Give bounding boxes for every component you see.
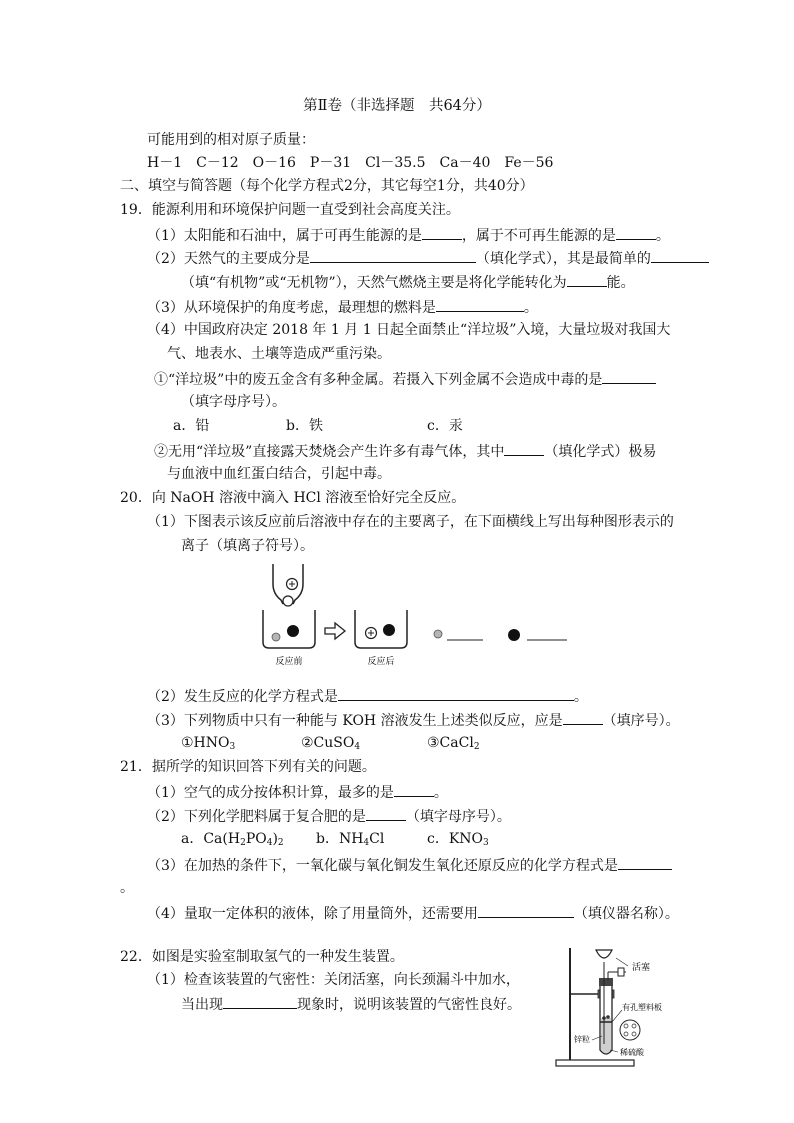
plate-leader (612, 1010, 622, 1022)
paper-title: 第Ⅱ卷（非选择题 共64分） (303, 98, 491, 114)
q20-option-2 (301, 734, 360, 756)
q21-part4 (147, 903, 679, 923)
q19-p2-text3: （填“有机物”或“无机物”），天然气燃烧主要是将化学能转化为 (181, 275, 567, 291)
section-2-heading: 二、填空与简答题（每个化学方程式2分，其它每空1分，共40分） (120, 178, 534, 194)
ion-reaction-figure (255, 560, 575, 672)
q20-part1-cont: 离子（填离子符号）。 (181, 538, 314, 554)
answer-blank[interactable] (310, 248, 476, 263)
q21-oc-text: c．KNO (427, 831, 484, 847)
q19-p2-text2: （填化学式），其是最简单的 (475, 251, 651, 267)
q21-oa-sub2: 4 (266, 838, 273, 848)
ion-h-plus-in-dropper (287, 579, 298, 590)
q20-part2 (147, 686, 588, 706)
label-valve: 活塞 (632, 963, 651, 973)
q21-oa-text: a．Ca(H (181, 831, 241, 847)
ion-large-black (287, 625, 299, 637)
answer-blank[interactable] (616, 225, 656, 240)
q21-p2-text: （2）下列化学肥料属于复合肥的是 (147, 809, 366, 825)
label-plate: 有孔塑料板 (622, 1003, 662, 1012)
answer-blank[interactable] (422, 225, 462, 240)
q19-sub1 (154, 369, 656, 389)
q20-option-3 (427, 734, 480, 756)
q20-p3-text: （3）下列物质中只有一种能与 KOH 溶液发生上述类似反应，应是 (147, 713, 563, 729)
answer-blank[interactable] (366, 806, 406, 821)
q19-stem: 19．能源利用和环境保护问题一直受到社会高度关注。 (120, 202, 460, 218)
q19-part4-cont: 气、地表水、土壤等造成严重污染。 (167, 346, 391, 362)
q19-sub1-text: ①“洋垃圾”中的废五金含有多种金属。若摄入下列金属不会造成中毒的是 (154, 372, 603, 388)
q20-o1-sub: 3 (229, 742, 236, 752)
q19-p1-end: 。 (655, 228, 670, 244)
q21-oa-sub: 2 (240, 838, 246, 848)
q21-part3 (147, 855, 672, 875)
q19-option-c: c．汞 (427, 418, 463, 434)
acid-liquid (601, 1018, 611, 1053)
zinc-granule (606, 1015, 610, 1019)
label-zinc: 锌粒 (574, 1035, 590, 1044)
q21-p1-text: （1）空气的成分按体积计算，最多的是 (147, 785, 394, 801)
q19-sub2-text2: （填化学式）极易 (544, 444, 657, 460)
ion-large-black-after (383, 624, 395, 636)
q20-o2-text: ②CuSO (301, 735, 355, 751)
q20-o1-text: ①HNO (181, 735, 230, 751)
answer-blank[interactable] (338, 686, 574, 701)
q21-oa-text3: ) (272, 831, 278, 847)
label-after: 反应后 (367, 657, 395, 667)
answer-blank[interactable] (223, 994, 297, 1009)
q21-p2-end: （填字母序号）。 (405, 809, 511, 825)
q21-option-a (181, 830, 284, 852)
answer-blank[interactable] (436, 297, 524, 312)
q19-sub1-cont: （填字母序号）。 (181, 394, 286, 410)
q21-ob-sub: 4 (363, 838, 370, 848)
answer-blank[interactable] (618, 855, 672, 870)
q19-p3-text: （3）从环境保护的角度考虑，最理想的燃料是 (147, 300, 436, 316)
answer-blank[interactable] (504, 441, 544, 456)
label-acid: 稀硫酸 (620, 1048, 644, 1057)
plate-zoom (620, 1020, 640, 1040)
legend-grey-ion (434, 630, 442, 638)
q19-sub2-text: ②无用“洋垃圾”直接露天焚烧会产生许多有毒气体，其中 (154, 444, 505, 460)
q21-oc-sub: 3 (483, 838, 489, 848)
q19-sub2 (154, 441, 656, 461)
valve (618, 968, 624, 976)
q19-option-a: a．铅 (173, 418, 210, 434)
q19-p2-end: 能。 (606, 275, 635, 291)
hydrogen-apparatus-figure (548, 944, 678, 1070)
q19-option-b: b．铁 (286, 418, 323, 434)
beaker-after (355, 610, 407, 648)
q22-part1: （1）检查该装置的气密性：关闭活塞，向长颈漏斗中加水， (147, 972, 520, 988)
atomic-mass-label: 可能用到的相对原子质量： (147, 132, 315, 148)
q22-p1-text: 当出现 (181, 997, 223, 1013)
answer-blank[interactable] (567, 272, 607, 287)
q21-part1 (147, 782, 448, 802)
q20-o2-sub: 4 (354, 742, 361, 752)
reaction-arrow (325, 623, 345, 639)
drop-circle (283, 596, 293, 606)
answer-blank[interactable] (602, 369, 656, 384)
ion-small-grey (272, 633, 280, 641)
q21-p4-text: （4）量取一定体积的液体，除了用量筒外，还需要用 (147, 906, 478, 922)
q20-p3-end: （填序号）。 (602, 713, 680, 729)
q20-p2-end: 。 (573, 689, 588, 705)
q22-stem: 22．如图是实验室制取氢气的一种发生装置。 (120, 949, 404, 965)
q21-ob-text2: Cl (369, 831, 385, 847)
legend-black-ion (508, 629, 520, 641)
funnel-top (596, 950, 612, 958)
q20-part1: （1）下图表示该反应前后溶液中存在的主要离子，在下面横线上写出每种图形表示的 (147, 514, 674, 530)
q19-p1-text2: ，属于不可再生能源的是 (461, 228, 616, 244)
q21-p1-end: 。 (433, 785, 448, 801)
q21-option-b (316, 830, 384, 852)
q19-p1-text: （1）太阳能和石油中，属于可再生能源的是 (147, 228, 422, 244)
answer-blank[interactable] (478, 903, 574, 918)
q22-p1-text2: 现象时，说明该装置的气密性良好。 (297, 997, 521, 1013)
answer-blank[interactable] (651, 248, 709, 263)
q21-option-c (427, 830, 489, 852)
q19-sub2-cont: 与血液中血红蛋白结合，引起中毒。 (167, 466, 391, 482)
q20-option-1 (181, 734, 235, 756)
q21-stem: 21．据所学的知识回答下列有关的问题。 (120, 759, 376, 775)
q21-part3-end: 。 (120, 880, 134, 896)
q20-part3 (147, 710, 680, 730)
answer-blank[interactable] (394, 782, 434, 797)
ion-h-plus-after (366, 628, 377, 639)
q21-p3-text: （3）在加热的条件下，一氧化碳与氧化铜发生氧化还原反应的化学方程式是 (147, 858, 618, 874)
q21-p4-end: （填仪器名称）。 (573, 906, 679, 922)
answer-blank[interactable] (563, 710, 603, 725)
q19-part1 (147, 225, 670, 245)
q19-part4: （4）中国政府决定 2018 年 1 月 1 日起全面禁止“洋垃圾”入境，大量垃圾对我国大 (147, 322, 671, 338)
q20-o3-text: ③CaCl (427, 735, 474, 751)
q21-oa-sub3: 2 (277, 838, 284, 848)
q19-part3 (147, 297, 538, 317)
q20-p2-text: （2）发生反应的化学方程式是 (147, 689, 338, 705)
atomic-mass-list: H－1 C－12 O－16 P－31 Cl－35.5 Ca－40 Fe－56 (147, 155, 554, 171)
q19-part2 (147, 248, 709, 268)
q19-part2-cont (181, 272, 635, 292)
q21-part2 (147, 806, 511, 826)
q20-stem: 20．向 NaOH 溶液中滴入 HCl 溶液至恰好完全反应。 (120, 490, 466, 506)
q22-part1-cont (181, 994, 521, 1014)
q19-p2-text: （2）天然气的主要成分是 (147, 251, 310, 267)
label-before: 反应前 (275, 657, 303, 667)
q20-o3-sub: 2 (473, 742, 480, 752)
stopper (599, 978, 613, 986)
q21-ob-text: b．NH (316, 831, 364, 847)
q19-p3-end: 。 (523, 300, 538, 316)
stand-base (556, 1060, 634, 1066)
valve-leader (616, 958, 628, 966)
q21-oa-text2: PO (245, 831, 267, 847)
